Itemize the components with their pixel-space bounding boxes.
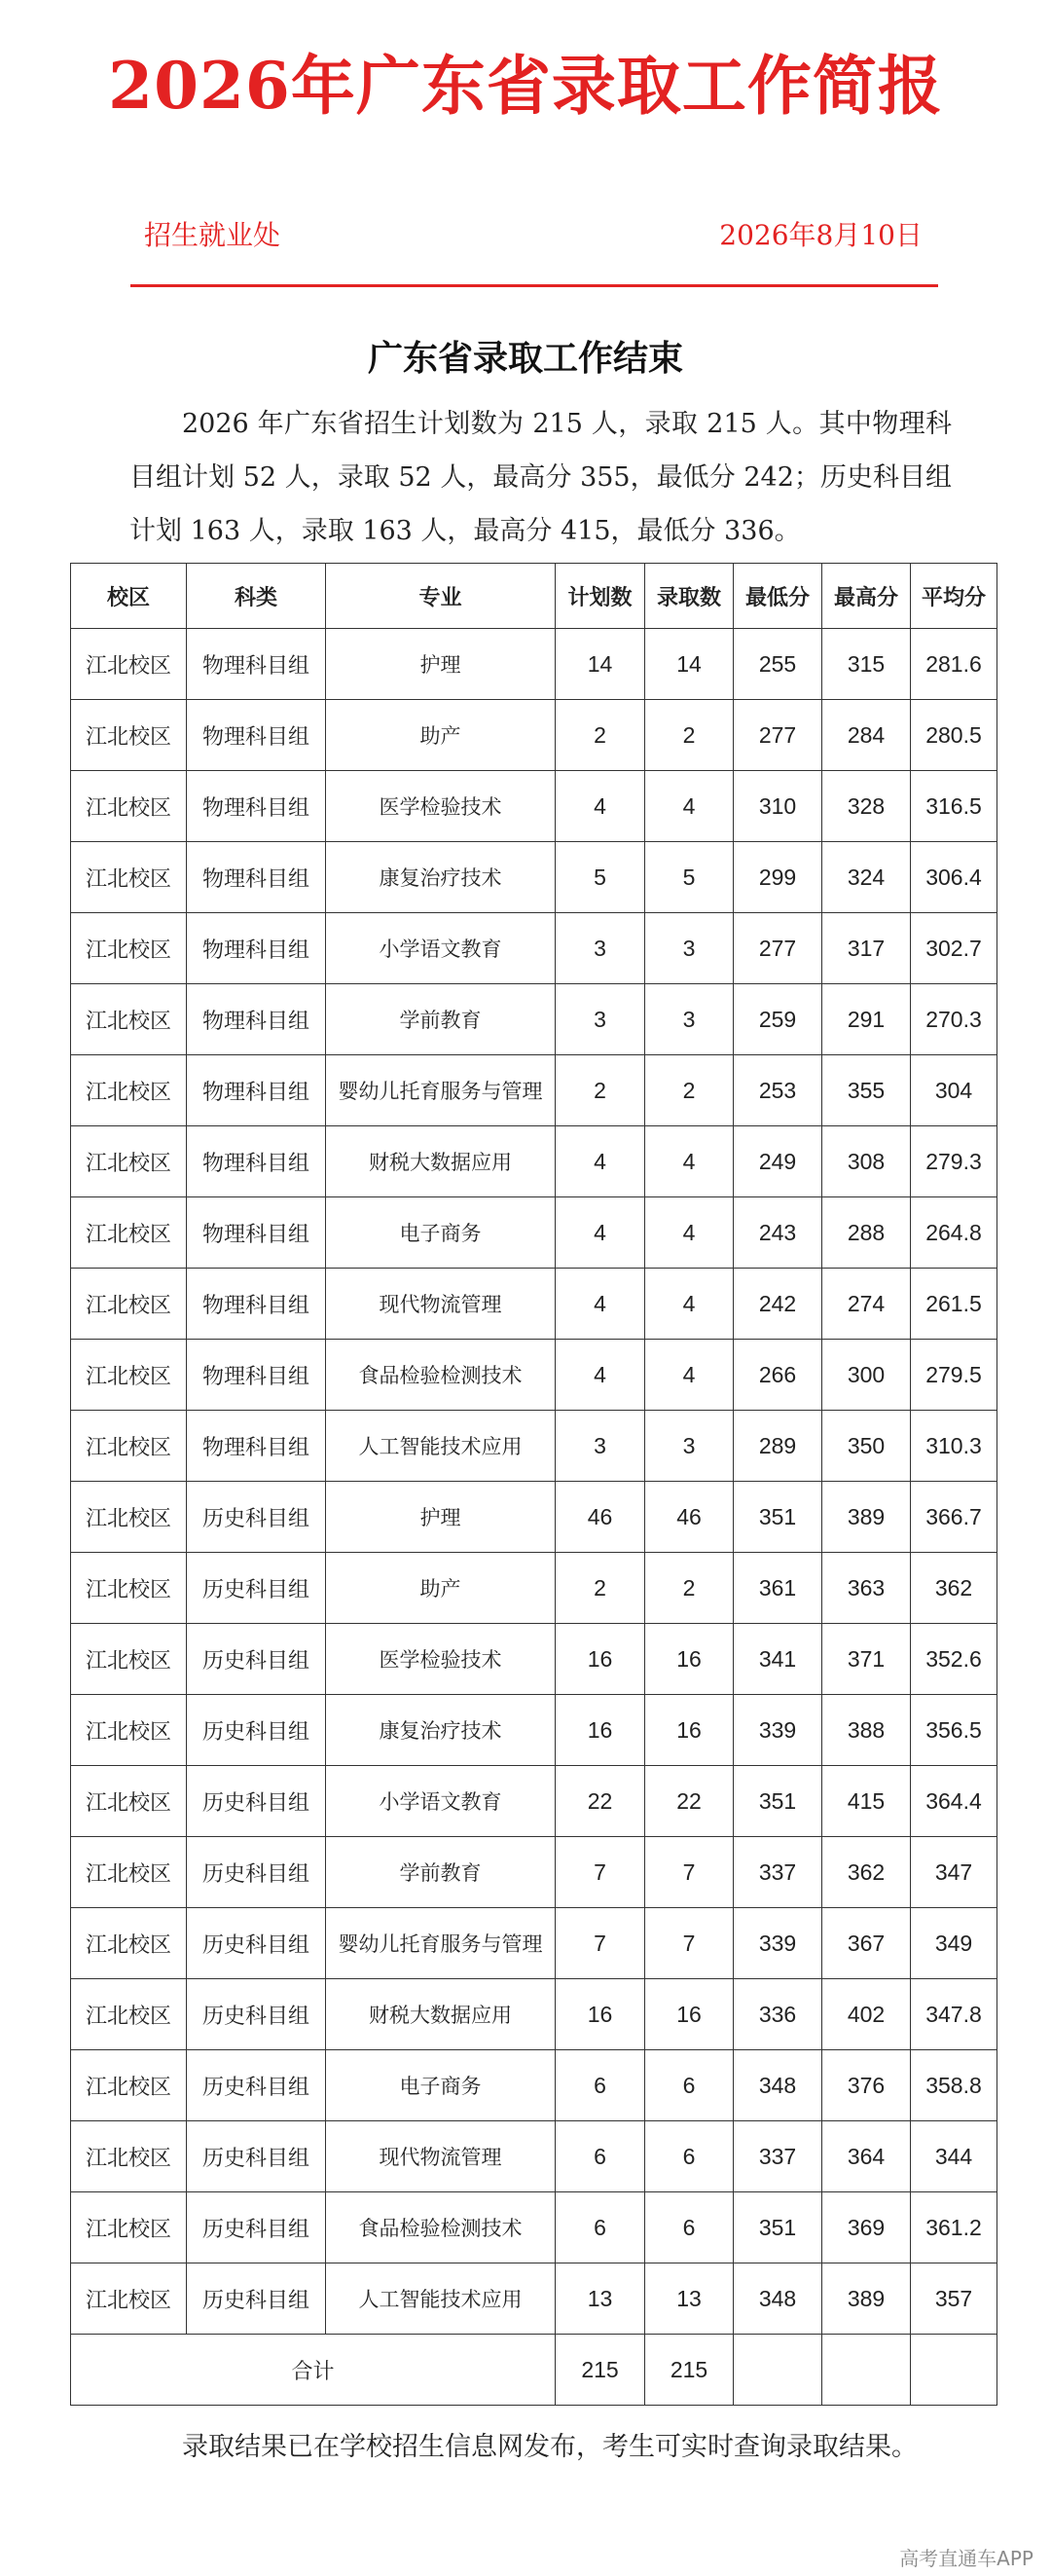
max-score-cell: 317 — [822, 913, 911, 984]
avg-score-cell: 281.6 — [911, 629, 997, 700]
max-score-cell: 389 — [822, 1482, 911, 1553]
category-cell: 历史科目组 — [187, 1766, 326, 1837]
campus-cell: 江北校区 — [71, 913, 187, 984]
campus-cell: 江北校区 — [71, 1979, 187, 2050]
major-cell: 护理 — [326, 629, 556, 700]
table-row — [71, 1126, 997, 1197]
min-score-cell: 337 — [734, 2121, 822, 2192]
plan-cell: 16 — [556, 1979, 645, 2050]
campus-cell: 江北校区 — [71, 2121, 187, 2192]
major-cell: 小学语文教育 — [326, 913, 556, 984]
table-row — [71, 629, 997, 700]
avg-score-cell: 344 — [911, 2121, 997, 2192]
category-cell: 物理科目组 — [187, 629, 326, 700]
plan-cell: 2 — [556, 1055, 645, 1126]
major-cell: 婴幼儿托育服务与管理 — [326, 1908, 556, 1979]
admitted-cell: 5 — [645, 842, 734, 913]
admitted-cell: 13 — [645, 2263, 734, 2335]
major-cell: 助产 — [326, 700, 556, 771]
admitted-cell: 16 — [645, 1624, 734, 1695]
admitted-cell: 2 — [645, 1553, 734, 1624]
table-row — [71, 1695, 997, 1766]
campus-cell: 江北校区 — [71, 700, 187, 771]
header-avg-score: 平均分 — [911, 564, 997, 629]
major-cell: 财税大数据应用 — [326, 1979, 556, 2050]
table-row — [71, 1553, 997, 1624]
plan-cell: 6 — [556, 2121, 645, 2192]
category-cell: 历史科目组 — [187, 2263, 326, 2335]
admitted-cell: 7 — [645, 1837, 734, 1908]
campus-cell: 江北校区 — [71, 1624, 187, 1695]
min-score-cell: 249 — [734, 1126, 822, 1197]
total-admitted: 215 — [645, 2335, 734, 2406]
department-label: 招生就业处 — [144, 219, 281, 251]
closing-paragraph: 录取结果已在学校招生信息网发布，考生可实时查询录取结果。 — [182, 2432, 918, 2462]
admitted-cell: 4 — [645, 1126, 734, 1197]
header-divider — [130, 284, 938, 287]
admitted-cell: 3 — [645, 913, 734, 984]
table-row — [71, 1269, 997, 1340]
table-row — [71, 2050, 997, 2121]
avg-score-cell: 310.3 — [911, 1411, 997, 1482]
min-score-cell: 243 — [734, 1197, 822, 1269]
plan-cell: 16 — [556, 1624, 645, 1695]
table-row — [71, 1411, 997, 1482]
min-score-cell: 351 — [734, 1766, 822, 1837]
admitted-cell: 16 — [645, 1695, 734, 1766]
major-cell: 现代物流管理 — [326, 1269, 556, 1340]
max-score-cell: 402 — [822, 1979, 911, 2050]
avg-score-cell: 366.7 — [911, 1482, 997, 1553]
max-score-cell: 355 — [822, 1055, 911, 1126]
total-empty-cell — [911, 2335, 997, 2406]
total-row — [71, 2335, 997, 2406]
min-score-cell: 266 — [734, 1340, 822, 1411]
min-score-cell: 337 — [734, 1837, 822, 1908]
category-cell: 物理科目组 — [187, 1340, 326, 1411]
category-cell: 物理科目组 — [187, 913, 326, 984]
min-score-cell: 299 — [734, 842, 822, 913]
major-cell: 护理 — [326, 1482, 556, 1553]
plan-cell: 2 — [556, 700, 645, 771]
plan-cell: 4 — [556, 1197, 645, 1269]
major-cell: 康复治疗技术 — [326, 842, 556, 913]
admitted-cell: 4 — [645, 1269, 734, 1340]
total-label: 合计 — [71, 2335, 556, 2406]
category-cell: 物理科目组 — [187, 1197, 326, 1269]
avg-score-cell: 261.5 — [911, 1269, 997, 1340]
table-row — [71, 913, 997, 984]
category-cell: 历史科目组 — [187, 2050, 326, 2121]
table-row — [71, 700, 997, 771]
min-score-cell: 351 — [734, 1482, 822, 1553]
min-score-cell: 348 — [734, 2263, 822, 2335]
category-cell: 物理科目组 — [187, 1055, 326, 1126]
table-row — [71, 2121, 997, 2192]
campus-cell: 江北校区 — [71, 1553, 187, 1624]
major-cell: 人工智能技术应用 — [326, 2263, 556, 2335]
admitted-cell: 46 — [645, 1482, 734, 1553]
min-score-cell: 351 — [734, 2192, 822, 2263]
max-score-cell: 328 — [822, 771, 911, 842]
avg-score-cell: 347.8 — [911, 1979, 997, 2050]
admitted-cell: 4 — [645, 1197, 734, 1269]
campus-cell: 江北校区 — [71, 1837, 187, 1908]
max-score-cell: 363 — [822, 1553, 911, 1624]
admitted-cell: 6 — [645, 2192, 734, 2263]
table-row — [71, 1908, 997, 1979]
intro-paragraph: 2026 年广东省招生计划数为 215 人，录取 215 人。其中物理科目组计划 52 人，录取 52 人，最高分 355，最低分 242；历史科目组计划 163 人，录取 163 人，最高分 415，最低分 336。 — [129, 409, 952, 546]
min-score-cell: 339 — [734, 1908, 822, 1979]
table-row — [71, 1979, 997, 2050]
header-max-score: 最高分 — [822, 564, 911, 629]
avg-score-cell: 279.5 — [911, 1340, 997, 1411]
admission-table — [70, 563, 997, 2406]
table-row — [71, 1482, 997, 1553]
campus-cell: 江北校区 — [71, 1411, 187, 1482]
campus-cell: 江北校区 — [71, 1126, 187, 1197]
plan-cell: 13 — [556, 2263, 645, 2335]
category-cell: 历史科目组 — [187, 2192, 326, 2263]
table-row — [71, 1837, 997, 1908]
category-cell: 历史科目组 — [187, 1695, 326, 1766]
plan-cell: 6 — [556, 2050, 645, 2121]
major-cell: 医学检验技术 — [326, 1624, 556, 1695]
max-score-cell: 350 — [822, 1411, 911, 1482]
admitted-cell: 3 — [645, 1411, 734, 1482]
avg-score-cell: 361.2 — [911, 2192, 997, 2263]
category-cell: 物理科目组 — [187, 1269, 326, 1340]
max-score-cell: 371 — [822, 1624, 911, 1695]
min-score-cell: 336 — [734, 1979, 822, 2050]
campus-cell: 江北校区 — [71, 2050, 187, 2121]
table-row — [71, 1055, 997, 1126]
major-cell: 小学语文教育 — [326, 1766, 556, 1837]
admitted-cell: 4 — [645, 771, 734, 842]
table-row — [71, 1197, 997, 1269]
campus-cell: 江北校区 — [71, 1482, 187, 1553]
bulletin-date: 2026年8月10日 — [719, 219, 923, 251]
max-score-cell: 288 — [822, 1197, 911, 1269]
table-row — [71, 842, 997, 913]
admitted-cell: 6 — [645, 2050, 734, 2121]
admitted-cell: 7 — [645, 1908, 734, 1979]
plan-cell: 22 — [556, 1766, 645, 1837]
table-row — [71, 2263, 997, 2335]
major-cell: 人工智能技术应用 — [326, 1411, 556, 1482]
major-cell: 电子商务 — [326, 2050, 556, 2121]
major-cell: 学前教育 — [326, 1837, 556, 1908]
avg-score-cell: 362 — [911, 1553, 997, 1624]
min-score-cell: 242 — [734, 1269, 822, 1340]
max-score-cell: 308 — [822, 1126, 911, 1197]
max-score-cell: 415 — [822, 1766, 911, 1837]
avg-score-cell: 264.8 — [911, 1197, 997, 1269]
table-row — [71, 1340, 997, 1411]
admitted-cell: 16 — [645, 1979, 734, 2050]
max-score-cell: 369 — [822, 2192, 911, 2263]
min-score-cell: 361 — [734, 1553, 822, 1624]
campus-cell: 江北校区 — [71, 1695, 187, 1766]
avg-score-cell: 280.5 — [911, 700, 997, 771]
category-cell: 物理科目组 — [187, 984, 326, 1055]
max-score-cell: 291 — [822, 984, 911, 1055]
header-major: 专业 — [326, 564, 556, 629]
plan-cell: 3 — [556, 1411, 645, 1482]
admitted-cell: 3 — [645, 984, 734, 1055]
admitted-cell: 4 — [645, 1340, 734, 1411]
plan-cell: 7 — [556, 1908, 645, 1979]
table-body — [71, 629, 997, 2335]
max-score-cell: 274 — [822, 1269, 911, 1340]
admitted-cell: 2 — [645, 700, 734, 771]
min-score-cell: 255 — [734, 629, 822, 700]
header-admitted: 录取数 — [645, 564, 734, 629]
category-cell: 历史科目组 — [187, 2121, 326, 2192]
avg-score-cell: 316.5 — [911, 771, 997, 842]
major-cell: 食品检验检测技术 — [326, 2192, 556, 2263]
max-score-cell: 364 — [822, 2121, 911, 2192]
major-cell: 电子商务 — [326, 1197, 556, 1269]
plan-cell: 5 — [556, 842, 645, 913]
avg-score-cell: 352.6 — [911, 1624, 997, 1695]
admitted-cell: 2 — [645, 1055, 734, 1126]
max-score-cell: 324 — [822, 842, 911, 913]
table-row — [71, 984, 997, 1055]
bulletin-title: 2026年广东省录取工作简报 — [108, 48, 943, 124]
total-plan: 215 — [556, 2335, 645, 2406]
category-cell: 物理科目组 — [187, 771, 326, 842]
avg-score-cell: 304 — [911, 1055, 997, 1126]
max-score-cell: 362 — [822, 1837, 911, 1908]
avg-score-cell: 279.3 — [911, 1126, 997, 1197]
admitted-cell: 14 — [645, 629, 734, 700]
table-header-row — [71, 564, 997, 629]
section-title: 广东省录取工作结束 — [367, 338, 683, 379]
campus-cell: 江北校区 — [71, 842, 187, 913]
header-plan: 计划数 — [556, 564, 645, 629]
avg-score-cell: 356.5 — [911, 1695, 997, 1766]
category-cell: 历史科目组 — [187, 1482, 326, 1553]
plan-cell: 4 — [556, 1126, 645, 1197]
category-cell: 物理科目组 — [187, 700, 326, 771]
avg-score-cell: 270.3 — [911, 984, 997, 1055]
campus-cell: 江北校区 — [71, 1269, 187, 1340]
major-cell: 医学检验技术 — [326, 771, 556, 842]
category-cell: 物理科目组 — [187, 1126, 326, 1197]
min-score-cell: 277 — [734, 700, 822, 771]
min-score-cell: 310 — [734, 771, 822, 842]
max-score-cell: 300 — [822, 1340, 911, 1411]
avg-score-cell: 349 — [911, 1908, 997, 1979]
campus-cell: 江北校区 — [71, 1340, 187, 1411]
campus-cell: 江北校区 — [71, 2192, 187, 2263]
plan-cell: 2 — [556, 1553, 645, 1624]
campus-cell: 江北校区 — [71, 1055, 187, 1126]
min-score-cell: 289 — [734, 1411, 822, 1482]
min-score-cell: 259 — [734, 984, 822, 1055]
campus-cell: 江北校区 — [71, 1197, 187, 1269]
max-score-cell: 388 — [822, 1695, 911, 1766]
campus-cell: 江北校区 — [71, 1908, 187, 1979]
table-row — [71, 2192, 997, 2263]
campus-cell: 江北校区 — [71, 629, 187, 700]
major-cell: 食品检验检测技术 — [326, 1340, 556, 1411]
header-category: 科类 — [187, 564, 326, 629]
plan-cell: 16 — [556, 1695, 645, 1766]
plan-cell: 7 — [556, 1837, 645, 1908]
plan-cell: 4 — [556, 1269, 645, 1340]
table-row — [71, 1624, 997, 1695]
campus-cell: 江北校区 — [71, 984, 187, 1055]
max-score-cell: 367 — [822, 1908, 911, 1979]
min-score-cell: 253 — [734, 1055, 822, 1126]
plan-cell: 46 — [556, 1482, 645, 1553]
campus-cell: 江北校区 — [71, 771, 187, 842]
total-empty-cell — [822, 2335, 911, 2406]
watermark: 高考直通车APP — [899, 2547, 1033, 2570]
avg-score-cell: 357 — [911, 2263, 997, 2335]
table-row — [71, 771, 997, 842]
plan-cell: 14 — [556, 629, 645, 700]
admitted-cell: 6 — [645, 2121, 734, 2192]
major-cell: 学前教育 — [326, 984, 556, 1055]
min-score-cell: 348 — [734, 2050, 822, 2121]
category-cell: 物理科目组 — [187, 1411, 326, 1482]
campus-cell: 江北校区 — [71, 2263, 187, 2335]
header-campus: 校区 — [71, 564, 187, 629]
category-cell: 历史科目组 — [187, 1979, 326, 2050]
max-score-cell: 315 — [822, 629, 911, 700]
avg-score-cell: 364.4 — [911, 1766, 997, 1837]
avg-score-cell: 347 — [911, 1837, 997, 1908]
max-score-cell: 284 — [822, 700, 911, 771]
min-score-cell: 277 — [734, 913, 822, 984]
major-cell: 康复治疗技术 — [326, 1695, 556, 1766]
plan-cell: 4 — [556, 771, 645, 842]
major-cell: 助产 — [326, 1553, 556, 1624]
major-cell: 婴幼儿托育服务与管理 — [326, 1055, 556, 1126]
table-row — [71, 1766, 997, 1837]
plan-cell: 3 — [556, 984, 645, 1055]
total-empty-cell — [734, 2335, 822, 2406]
plan-cell: 3 — [556, 913, 645, 984]
major-cell: 财税大数据应用 — [326, 1126, 556, 1197]
avg-score-cell: 358.8 — [911, 2050, 997, 2121]
header-min-score: 最低分 — [734, 564, 822, 629]
min-score-cell: 341 — [734, 1624, 822, 1695]
plan-cell: 4 — [556, 1340, 645, 1411]
min-score-cell: 339 — [734, 1695, 822, 1766]
avg-score-cell: 302.7 — [911, 913, 997, 984]
major-cell: 现代物流管理 — [326, 2121, 556, 2192]
avg-score-cell: 306.4 — [911, 842, 997, 913]
category-cell: 物理科目组 — [187, 842, 326, 913]
category-cell: 历史科目组 — [187, 1624, 326, 1695]
plan-cell: 6 — [556, 2192, 645, 2263]
category-cell: 历史科目组 — [187, 1553, 326, 1624]
campus-cell: 江北校区 — [71, 1766, 187, 1837]
max-score-cell: 389 — [822, 2263, 911, 2335]
category-cell: 历史科目组 — [187, 1908, 326, 1979]
max-score-cell: 376 — [822, 2050, 911, 2121]
category-cell: 历史科目组 — [187, 1837, 326, 1908]
admitted-cell: 22 — [645, 1766, 734, 1837]
